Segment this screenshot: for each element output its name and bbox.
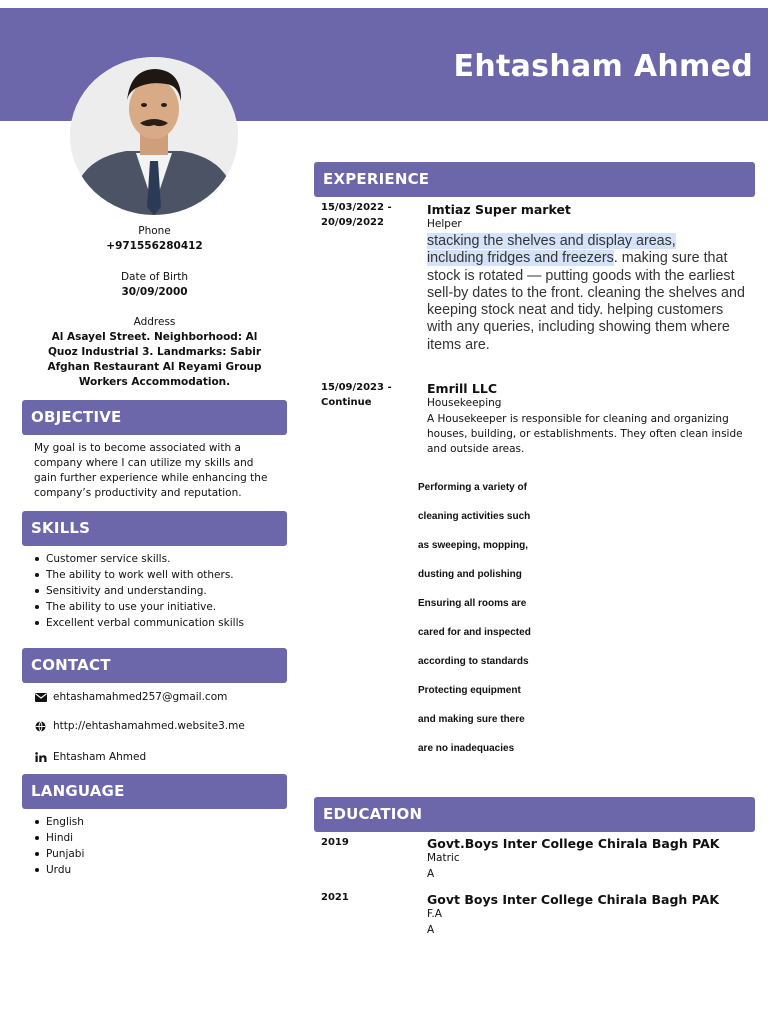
job-2-duty-line: Protecting equipment <box>418 685 521 696</box>
job-1-date-end: 20/09/2022 <box>321 217 384 228</box>
address-label: Address <box>133 316 176 328</box>
job-1-role: Helper <box>427 218 462 230</box>
phone-label: Phone <box>138 225 171 237</box>
email-link[interactable]: ehtashamahmed257@gmail.com <box>53 691 228 703</box>
job-1-date-start: 15/03/2022 - <box>321 202 392 213</box>
skill-item: Customer service skills. <box>32 551 287 567</box>
edu-2-year: 2021 <box>321 892 349 903</box>
language-item: Urdu <box>32 862 232 878</box>
language-item: English <box>32 814 232 830</box>
edu-1-school: Govt.Boys Inter College Chirala Bagh PAK <box>427 836 720 851</box>
skill-item: The ability to work well with others. <box>32 567 287 583</box>
email-row[interactable] <box>34 690 227 704</box>
profile-photo <box>70 57 238 215</box>
skill-item: Sensitivity and understanding. <box>32 583 287 599</box>
linkedin-link[interactable]: Ehtasham Ahmed <box>53 751 147 763</box>
objective-heading: OBJECTIVE <box>22 400 287 435</box>
website-link[interactable]: http://ehtashamahmed.website3.me <box>53 720 245 732</box>
job-1-desc-rest-2: that stock is rotated — putting goods with the earliest sell-by dates to the front. cleaning the shelves and keeping stock neat and tidy. helping customers with any queries, including showing them where items are. <box>427 250 745 353</box>
job-2-duty-line: Performing a variety of <box>418 482 527 493</box>
job-2-date-end: Continue <box>321 397 372 408</box>
skill-item: The ability to use your initiative. <box>32 599 287 615</box>
objective-text: My goal is to become associated with a company where I can utilize my skills and gain further experience while enhancing the company’s productivity and reputation. <box>34 442 268 499</box>
job-2-dates <box>321 380 411 410</box>
skill-item: Excellent verbal communication skills <box>32 615 287 631</box>
address-value: Al Asayel Street. Neighborhood: Al Quoz Industrial 3. Landmarks: Sabir Afghan Restaurant Al Reyami Group Workers Accommodation. <box>47 331 262 388</box>
envelope-icon <box>34 691 47 703</box>
edu-2-level: F.A <box>427 908 442 920</box>
edu-2-school: Govt Boys Inter College Chirala Bagh PAK <box>427 892 720 907</box>
job-2-duty-line: according to standards <box>418 656 529 667</box>
job-1-org: Imtiaz Super market <box>427 202 571 217</box>
job-1-description <box>427 233 747 354</box>
dob-value: 30/09/2000 <box>121 286 188 298</box>
candidate-name: Ehtasham Ahmed <box>453 49 753 84</box>
linkedin-icon <box>34 751 47 763</box>
job-2-duty-line: are no inadequacies <box>418 743 515 754</box>
job-2-duty-line: cared for and inspected <box>418 627 531 638</box>
contact-heading: CONTACT <box>22 648 287 683</box>
language-item: Punjabi <box>32 846 232 862</box>
job-2-org: Emrill LLC <box>427 381 498 396</box>
dob-label: Date of Birth <box>120 271 189 283</box>
job-1-desc-highlight-2: including fridges and freezers <box>427 250 614 267</box>
job-2-duty-line: cleaning activities such <box>418 511 531 522</box>
language-item: Hindi <box>32 830 232 846</box>
job-1-desc-rest-1: . making sure <box>613 250 700 267</box>
linkedin-row[interactable] <box>34 750 146 764</box>
edu-1-grade: A <box>427 868 435 880</box>
job-2-duty-line: as sweeping, mopping, <box>418 540 529 551</box>
skills-list <box>32 551 287 631</box>
phone-block <box>22 224 287 254</box>
edu-1-year: 2019 <box>321 837 349 848</box>
edu-1-level: Matric <box>427 852 460 864</box>
experience-heading: EXPERIENCE <box>314 162 755 197</box>
education-heading: EDUCATION <box>314 797 755 832</box>
website-row[interactable] <box>34 719 245 733</box>
job-2-description: A Housekeeper is responsible for cleaning and organizing houses, building, or establishments. They often clean inside and outside areas. <box>427 413 743 455</box>
skills-heading: SKILLS <box>22 511 287 546</box>
job-2-duty-line: and making sure there <box>418 714 525 725</box>
job-1-dates <box>321 200 411 230</box>
job-2-role: Housekeeping <box>427 397 502 409</box>
globe-icon <box>34 720 47 732</box>
phone-value: +971556280412 <box>106 240 203 252</box>
language-list <box>32 814 232 878</box>
job-2-duty-line: dusting and polishing <box>418 569 522 580</box>
edu-2-grade: A <box>427 924 435 936</box>
job-2-date-start: 15/09/2023 - <box>321 382 392 393</box>
address-block <box>22 315 287 390</box>
language-heading: LANGUAGE <box>22 774 287 809</box>
job-2-duty-line: Ensuring all rooms are <box>418 598 527 609</box>
dob-block <box>22 270 287 300</box>
job-1-desc-highlight-1: stacking the shelves and display areas, <box>427 233 676 249</box>
